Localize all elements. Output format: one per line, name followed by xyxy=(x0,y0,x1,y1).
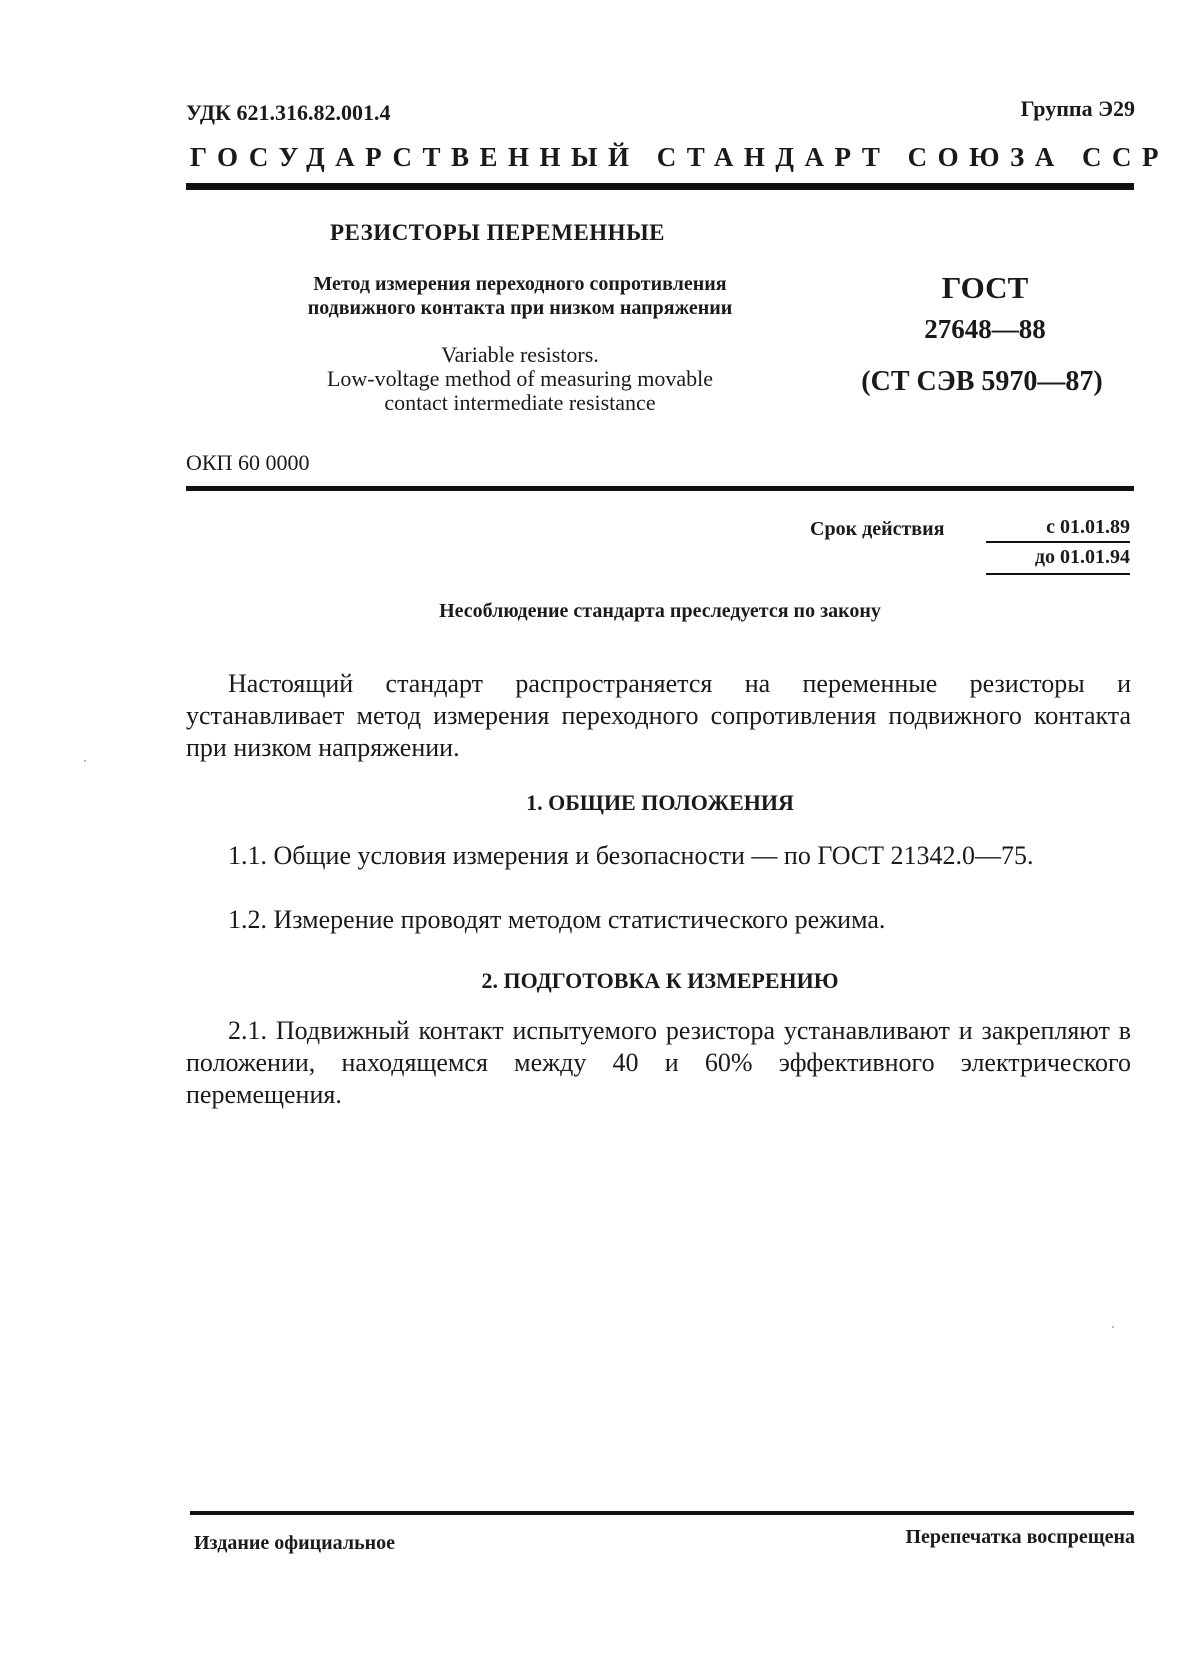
udk-code: УДК 621.316.82.001.4 xyxy=(186,100,391,125)
section-2-heading: 2. ПОДГОТОВКА К ИЗМЕРЕНИЮ xyxy=(481,968,839,993)
gost-label: ГОСТ xyxy=(941,270,1029,305)
english-title xyxy=(240,343,800,415)
legal-warning: Несоблюдение стандарта преследуется по закону xyxy=(439,600,881,622)
english-title-line: contact intermediate resistance xyxy=(384,390,656,415)
top-rule xyxy=(186,183,1134,190)
gost-number: 27648—88 xyxy=(924,314,1046,344)
validity-from-underline xyxy=(986,541,1130,543)
validity-to-underline xyxy=(986,573,1130,575)
bottom-rule xyxy=(190,1511,1134,1515)
st-sev-number: (СТ СЭВ 5970—87) xyxy=(861,366,1103,397)
intro-paragraph: Настоящий стандарт распространяется на переменные резисторы и устанавливает метод измерения переходного сопротивления подвижного контакта при низком напряжении. xyxy=(186,669,1131,762)
english-title-line: Low-voltage method of measuring movable xyxy=(326,366,714,391)
document-title: РЕЗИСТОРЫ ПЕРЕМЕННЫЕ xyxy=(330,220,665,245)
clause-1-1: 1.1. Общие условия измерения и безопасности — по ГОСТ 21342.0—75. xyxy=(228,841,1034,870)
english-title-line: Variable resistors. xyxy=(441,342,599,367)
validity-from: с 01.01.89 xyxy=(1046,516,1130,538)
okp-code: ОКП 60 0000 xyxy=(186,450,310,475)
reprint-note: Перепечатка воспрещена xyxy=(905,1526,1135,1548)
document-subtitle xyxy=(240,272,800,320)
subtitle-line: подвижного контакта при низком напряжении xyxy=(307,297,733,319)
scan-speck xyxy=(84,760,86,762)
scan-speck xyxy=(1112,1326,1114,1328)
subtitle-line: Метод измерения переходного сопротивления xyxy=(313,273,727,295)
edition-note: Издание официальное xyxy=(194,1532,396,1554)
validity-to: до 01.01.94 xyxy=(1034,546,1130,568)
clause-2-1: 2.1. Подвижный контакт испытуемого резистора устанавливают и закрепляют в положении, находящемся между 40 и 60% эффективного электрического перемещения. xyxy=(186,1016,1131,1109)
group-code: Группа Э29 xyxy=(1020,96,1135,121)
middle-rule xyxy=(186,486,1134,491)
state-standard-banner: ГОСУДАРСТВЕННЫЙ СТАНДАРТ СОЮЗА ССР xyxy=(190,142,1169,172)
section-1-heading: 1. ОБЩИЕ ПОЛОЖЕНИЯ xyxy=(526,790,794,815)
clause-1-2: 1.2. Измерение проводят методом статистического режима. xyxy=(228,905,886,934)
validity-label: Срок действия xyxy=(810,518,945,540)
